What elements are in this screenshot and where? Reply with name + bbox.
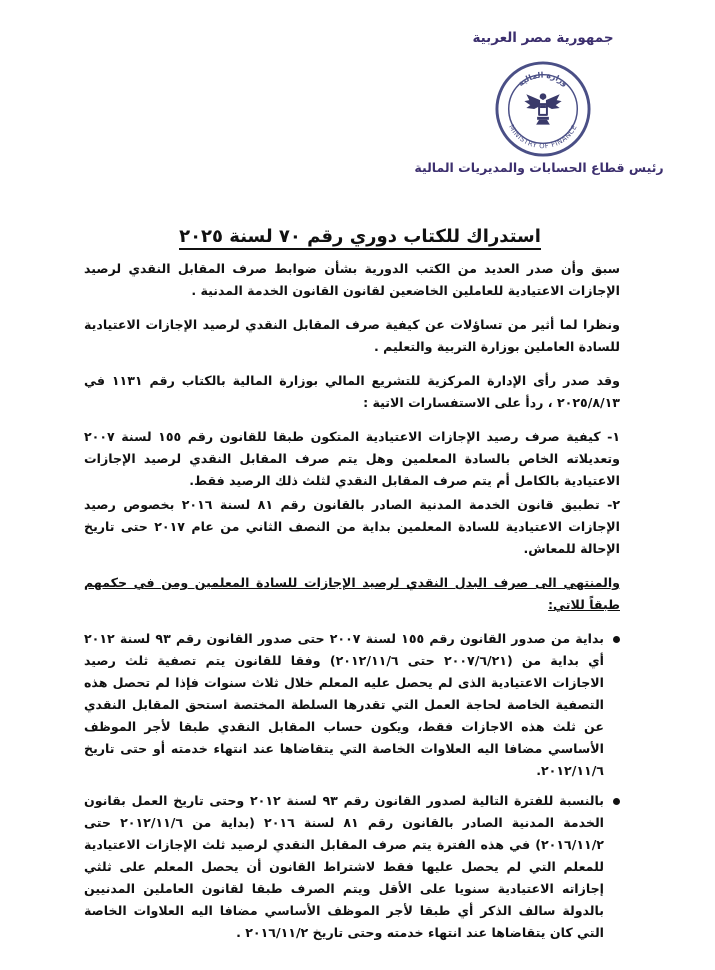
conclusion-lead: والمنتهي الى صرف البدل النقدي لرصيد الإجازات للسادة المعلمين ومن في حكمهم طبقاً للاتي: <box>84 575 620 612</box>
seal-english-text: MINISTRY OF FINANCE <box>507 123 579 151</box>
document-title-text: استدراك للكتاب دوري رقم ٧٠ لسنة ٢٠٢٥ <box>179 226 541 250</box>
document-title <box>150 226 570 247</box>
paragraph: سبق وأن صدر العديد من الكتب الدورية بشأن ضوابط صرف المقابل النقدي لرصيد الإجازات الاعتيادية للعاملين الخاضعين لقانون القانون الخدمة المدنية . <box>84 261 620 298</box>
question-item: ٢- تطبيق قانون الخدمة المدنية الصادر بالقانون رقم ٨١ لسنة ٢٠١٦ بخصوص رصيد الإجازات الاعتيادية للسادة المعلمين بداية من النصف الثاني من عام ٢٠١٧ حتى تاريخ الإحالة للمعاش. <box>84 497 621 556</box>
list-item-text: بداية من صدور القانون رقم ١٥٥ لسنة ٢٠٠٧ حتى صدور القانون رقم ٩٣ لسنة ٢٠١٢ أي بداية من (٢٠٠٧/٦/٢١ حتى ٢٠١٢/١١/٦) وفقا للقانون يتم تصفية ثلث رصيد الاجازات الاعتيادية الذى لم يحصل عليه المعلم خلال ثلاث سنوات فإذا لم تحصل هذه التصفية الخاصة لحاجة العمل التي تقدرها السلطة المختصة استحق المقابل النقدي عن ثلث هذه الاجازات فقط، ويكون حساب المقابل النقدي طبقا لأجر الموظف الأساسي مضافا اليه العلاوات الخاصة التي يتقاضاها عند انتهاء خدمته أو حتى تاريخ ٢٠١٢/١١/٦. <box>84 631 604 778</box>
bullet-list <box>84 628 620 944</box>
bullet-icon <box>613 636 620 643</box>
list-item <box>84 790 620 944</box>
ministry-of-finance-seal-icon <box>494 60 592 158</box>
question-item: ١- كيفية صرف رصيد الإجازات الاعتيادية المتكون طبقا للقانون رقم ١٥٥ لسنة ٢٠٠٧ وتعديلاته الخاص بالسادة المعلمين وهل يتم صرف المقابل النقدي لرصيد الإجازات الاعتيادية بالكامل أم يتم صرف المقابل النقدي لثلث ذلك الرصيد فقط. <box>84 429 620 488</box>
list-item <box>84 628 620 782</box>
sector-head-title: رئيس قطاع الحسابات والمديريات المالية <box>414 160 664 175</box>
paragraph: وقد صدر رأى الإدارة المركزية للتشريع المالي بوزارة المالية بالكتاب رقم ١١٣١ في ٢٠٢٥/٨/١٣ ، ردأ على الاستفسارات الاتية : <box>84 373 620 410</box>
seal-arabic-text: وزارة المالية <box>516 70 570 89</box>
bullet-icon <box>613 798 620 805</box>
document-body <box>84 258 620 952</box>
country-name: جمهورية مصر العربية <box>472 30 614 46</box>
paragraph: ونظرا لما أثير من تساؤلات عن كيفية صرف المقابل النقدي لرصيد الإجازات الاعتيادية للسادة العاملين بوزارة التربية والتعليم . <box>84 317 620 354</box>
list-item-text: بالنسبة للفترة التالية لصدور القانون رقم ٩٣ لسنة ٢٠١٢ وحتى تاريخ العمل بقانون الخدمة المدنية الصادر بالقانون رقم ٨١ لسنة ٢٠١٦ (بداية من ٢٠١٢/١١/٦ حتى ٢٠١٦/١١/٢) في هذه الفترة يتم صرف المقابل النقدي لرصيد ثلث الإجازات الاعتيادية للمعلم التي لم يحصل عليها فقط لاشتراط القانون أن يحصل المعلم على ثلثي إجازاته الاعتيادية سنويا على الأقل ويتم الصرف طبقا لقانون العاملين المدنيين بالدولة سالف الذكر أي طبقا لأجر الموظف الأساسي مضافا اليه العلاوات الخاصة التي كان يتقاضاها عند انتهاء خدمته وحتى تاريخ ٢٠١٦/١١/٢ . <box>84 793 604 940</box>
